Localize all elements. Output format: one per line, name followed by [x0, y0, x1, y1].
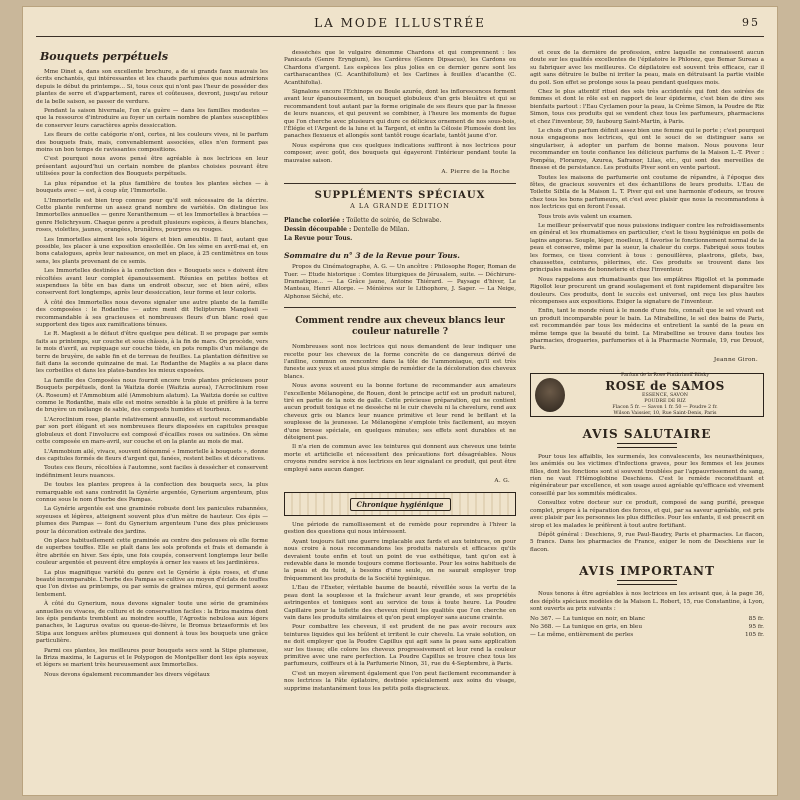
page-header [22, 16, 778, 34]
price-label: No 367. — La tunique en noir, en blanc [530, 616, 646, 623]
paragraph: Nous devons également recommander les divers végétaux [44, 671, 210, 678]
price-value: 85 fr. [748, 616, 764, 623]
column-3 [530, 50, 764, 786]
advertisement-rose-de-samos [530, 373, 764, 417]
paragraph: À côté des Immortelles nous devons signaler une autre plante de la famille des composées : le Rodanthe — autre ment dit Helipterum Manglesii — recommandable à ses gracieuses et nombreuses fleurs d'un blanc rosé que supportent des tiges aux ramifications ténues. [36, 299, 268, 328]
paragraph: et ceux de la dernière de profession, entre laquelle ne connaissent aucun doute sur les qualités excellentes de l'épilatoire le Phlonez, que Bemar Sureau a su fabriquer avec les meilleures. Ce dépilatoire est souvent très efficace, car il agit sans détruire le bulbe ni irriter la peau, mais en détruisant la partie visible du poil. Son effet se prolonge sous la peau pendant quelques mois. [530, 50, 764, 86]
price-row [530, 631, 764, 639]
paragraph: C'est pourquoi nous avons pensé être agréable à nos lectrices en leur présentant aujourd'hui un certain nombre de plantes choisies pouvant être utilisées pour la confection des Bouquets perpétuels. [36, 156, 268, 178]
supplements-title: SUPPLÉMENTS SPÉCIAUX [314, 190, 486, 202]
paragraph: Nombreuses sont nos lectrices qui nous demandent de leur indiquer une recette pour les cheveux de la forme concrète de ce dangereux dérivé de l'aniline, commun on rencontre dans la tôle de l'ammoniaque, qu'il est très funeste aux yeux et aussi plus simple de remédier de la décoloration des cheveux blancs. [284, 344, 516, 380]
paragraph: Tous trois avis valent un examen. [538, 213, 633, 220]
ad-line: Wilson Vaissier, 10, Rue Saint-Denis, Paris [613, 410, 717, 416]
page-number: 95 [742, 16, 760, 29]
paragraph: Nous rappelons aux rhumatisants que les emplâtres Rigollot et la pommade Rigollot leur procurent un grand soulagement et font rapidement disparaître les douleurs. Ces produits, dont le succès est universel, ont reçu les plus hautes récompenses aux expositions. Exiger la signature de l'inventeur. [530, 276, 764, 305]
paragraph: L'Ammobium ailé, vivace, souvent dénommé « Immortelle à bouquets », donne des capitules formés de fleurs d'argent qui, fanées, restent belles et décoratives. [36, 448, 268, 462]
magazine-title: LA MODE ILLUSTRÉE [314, 16, 486, 30]
ad-brand: ROSE de SAMOS [605, 378, 725, 393]
supplement-item [284, 225, 516, 234]
paragraph: Pour tous les affaiblis, les surmenés, les convalescents, les neurasthéniques, les anémiés ou les victimes d'infections graves, pour les femmes et les jeunes filles, dont les fonctions sont si souvent troublées par l'appauvrissement du sang, rien ne vaut l'Hémoglobine Deschiens. C'est le remède reconstituant et régénérateur par excellence, et son usage aussi agréable qu'efficace est vivement conseillé par les sommités médicales. [530, 453, 764, 497]
ad-line: Flacon 5 fr. — Savon 1 fr. 50 — Poudre 2 fr. [612, 404, 718, 410]
paragraph: De toutes les plantes propres à la confection des bouquets secs, la plus remarquable est sans contredit la Gynérie argentée, Gynerium argenteum, plus connue sous le nom d'herbe des Pampas. [36, 482, 268, 503]
paragraph: Pendant la saison hivernale, l'on n'a guère — dans les familles modestes — que la ressource d'introduire au foyer un certain nombre de plantes susceptibles de conserver leurs caractères après dessiccation. [36, 108, 268, 129]
paragraph: Signalons encore l'Echinops ou Boule azurée, dont les inflorescences forment avant leur épanouissement, un bouquet globuleux d'un gris bleuâtre et qui se recommandent tout autant par la forme originale de ses fleurs que par la finesse de leurs nuances, et qui peuvent se combiner, à l'heure les moments de fugue que l'on cherche avec plusieurs qui dure ce délicieux ornement de nos sous-bois, l'Élégie et l'Argent de la lune et la Targent, et enfin la Célosie Plumosée dont les panaches flexueux et allongés sont tantôt rouge écarlate, tantôt jaune d'or. [284, 89, 516, 140]
paragraph: La famille des Composées nous fournit encore trois plantes précieuses pour Bouquets perpétuels, dont la Waitzia dorée (Waitzia aurea), l'Acroclinium rose (A. Roseum) et l'Ammobium ailé (Ammobium alatum). La Waitzia dorée se cultive comme le Rodanthe, mais elle est moins sensible à la pluie et préfère à la terre de bruyère un mélange de sable, des composts humides et tourbeux. [36, 377, 268, 414]
price-label: No 368. — La tunique en gris, en bleu [530, 624, 643, 631]
paragraph: Mme Dinet a, dans son excellente brochure, a de si grands faux mauvais les écrits enchantés, qui intéressantes et les chauds parfumées que nous admirions depuis le début du printemps... Si, tous ceux qui n'ont pas l'heur de posséder des plantes de serre et d'appartement, rares et coûteuses, devront, jusqu'au retour de la belle saison, se passer de verdure. [36, 69, 268, 105]
supplement-value: Toilette de soirée, de Schwabe. [344, 217, 442, 225]
price-row [530, 623, 764, 631]
divider [284, 183, 516, 184]
paragraph: La plus magnifique variété du genre est le Gynérie à épis roses, et d'une beauté incomparable. L'herbe des Pampas se cultive au moyen d'éclats de touffes que l'on divise au printemps, ou par semis de graines mûres, qui germent assez lentement. [36, 569, 268, 598]
paragraph: Pour combattre les cheveux, il est prudent de ne pas avoir recours aux teintures liquides qui les brûlent et irritent le cuir chevelu. La vraie solution, on ne doit employer que la Poudre Capillus qui agit sans la peau sans application sur les tissus; elle colore les cheveux progressivement et leur rend la couleur primitive avec une rare perfection. La Poudre Capillus se trouve chez tous les parfumeurs, coiffeurs et à la Parfumerie Ninon, 31, rue du 4-Septembre, à Paris. [284, 624, 516, 668]
paragraph: À côté du Gynerium, nous devons signaler toute une série de graminées annuelles ou vivaces, de culture et de conservation faciles : la Briza maxima dont les épis pendants tremblent au moindre souffle, l'Agrostis nebulosa aux légers panaches, le Lagurus ovatus ou queue-de-lièvre, le Bromus brizaeformis et les Stipa aux longues arêtes plumeuses qui donnent à tous les bouquets une grâce particulière. [36, 601, 268, 645]
paragraph: Toutes ces fleurs, récoltées à l'automne, sont faciles à dessécher et conservent indéfiniment leurs nuances. [36, 465, 268, 479]
avis-important-title: AVIS IMPORTANT [579, 564, 715, 579]
chronique-body-continued [530, 50, 764, 353]
paragraph: La Gynérie argentée est une graminée robuste dont les panicules rubannées, soyeuses et légères, atteignent souvent plus d'un mètre de hauteur. Ces épis — plumes des Pampas — font du Gynerium argenteum l'une des plus précieuses pour la décoration estivale des jardins. [36, 506, 268, 535]
paragraph: Les Immortelles destinées à la confection des « Bouquets secs » doivent être récoltées avant leur complet épanouissement. Réunies en petites bottes et suspendues la tête en bas dans un endroit obscur, sec et bien aéré, elles conservent fort longtemps, après leur dessiccation, leur forme et leur coloris. [36, 268, 268, 297]
paragraph: La plus répandue et la plus familière de toutes les plantes sèches — à bouquets avec — est, à coup sûr, l'Immortelle. [36, 180, 268, 195]
paragraph: Les Immortelles aiment les sols légers et bien ameublis. Il faut, autant que possible, les placer à une exposition ensoleillée. On les sème en avril-mai et, en bons catalogues, après leur naissance, on met en place, à 25 centimètres en tous sens, les plants provenant de ce semis. [36, 236, 268, 265]
author-signature-jeanne: Jeanne Giron. [713, 356, 758, 363]
paragraph: Une période de ramollissement et de remède pour reprendre à l'hiver la gestion des questions qui nous intéressent. [284, 522, 516, 536]
title-underline [617, 580, 677, 585]
paragraph: On place habituellement cette graminée au centre des pelouses où elle forme de superbes touffes. Elle se plaît dans les sols profonds et frais et demande à être abritée en hiver. Ses épis, une fois coupés, conservent longtemps leur belle couleur argentée et peuvent être employés à orner les vases et les jardinières. [36, 537, 268, 567]
paragraph: Le meilleur préservatif que nous puissions indiquer contre les refroidissements en général et les rhumatismes en particulier, c'est le tissu hygiénique en poils de lapins angoras. Souple, léger, moelleux, il favorise le fonctionnement normal de la peau et conserve, même par la sueur, la chaleur du corps. Fabriqué sous toutes les formes, ce tissu convient à tous : genouillères, plastrons, gilets, bas, chaussettes, ceintures, pèlerines, etc. Ces produits se trouvent dans les principales maisons de bonneterie et chez l'inventeur. [530, 222, 764, 274]
supplement-item [284, 216, 516, 225]
paragraph: L'Acroclinium rose, plante relativement annuelle, est surtout recommandable par son port élégant et ses nombreuses fleurs disposées en capitules presque globuleux et dont l'involucre est composé d'écailles roses ou satinées. On sème cette composée en mars-avril, sur couche et on la plante au mois de mai. [36, 416, 268, 446]
avis-important-body: Nous tenons à être agréables à nos lectrices en les avisant que, à la page 36, des dépôts spéciaux modèles de la Maison L. Robert, 15, rue Constantine, à Lyon, sont ouverts au prix suivants : [530, 591, 764, 612]
sommaire-text: Propos du Cinématographe, A. G. — Un ancêtre : Philosophe Roger, Roman de Tuer. — Etude historique : Comtes liturgiques de Jérusalem, suite. — Déchirure-Dramatique... — La Grâce jaune, Antoine Thiérard. — Paysage d'hiver, Le Manteau, Henri Allorge. — Ménières sur le Lithophore, J. Sager. — La Neige, Alphonse Séché, etc. [284, 264, 516, 300]
supplement-key: La Revue pour Tous. [284, 235, 353, 243]
avis-salutaire-title: AVIS SALUTAIRE [582, 426, 712, 441]
column-1 [36, 50, 268, 786]
paragraph: C'est un moyen sûrement également que l'on peut facilement recommander à nos lectrices la Pâte épilatoire, destinée spécialement aux soins du visage, supprime instantanément tous les petits poils disgracieux. [284, 670, 516, 692]
article-body [36, 69, 268, 679]
author-signature-ag: A. G. [494, 478, 510, 485]
chronique-body [284, 522, 516, 693]
ad-line: ESSENCE, SAVON [642, 392, 688, 398]
supplements-subtitle: A LA GRANDE ÉDITION [350, 202, 450, 211]
ad-line: Parfum de la Rose Pinthrinoff Bilsky [620, 372, 710, 378]
price-value: 105 fr. [744, 632, 764, 639]
paragraph: Le choix d'un parfum définit assez bien une femme qui le porte ; c'est pourquoi nous engageons nos lectrices, qui ont le souci de se distinguer sans se singulariser, à adopter un parfum de bonne maison. Nous pouvons leur recommander en toute confiance les délicieux parfums de la Maison L.-T. Piver : Pompéia, Floramye, Azurea, Safranor, Lilas, etc., qui sont des merveilles de finesse et de persistance. Les produits Piver sont en vente partout. [530, 128, 764, 172]
paragraph: Consultez votre docteur sur ce produit, composé de sang purifié, presque complet, propre à la réparation des forces, et qui, par sa saveur agréable, est pris avec plaisir par les personnes les plus difficiles. Pour les enfants, il est prescrit en sirop et les malades le préfèrent à tout autre fortifiant. [530, 500, 764, 529]
article-title-bouquets: Bouquets perpétuels [40, 50, 169, 63]
paragraph: Ayant toujours fait une guerre implacable aux fards et aux teintures, on pour nous croire à nous recommandons les produits naturels et efficaces qu'ils devraient toute enfin et tout un point de vue esthétique, tant qu'on est à redevable dans le monde toujours comme florissante. Pour les soins habituels de la peau et du teint, à besoins d'une seule, on ne saurait employer trop fréquemment les produits de la Société hygiénique. [284, 538, 516, 582]
paragraph: Dépôt général : Deschiens, 9, rue Paul-Baudry, Paris et pharmacies. Le flacon, 5 francs. Dans les pharmacies de France, exiger le nom de Deschiens sur le flacon. [530, 531, 764, 553]
paragraph: Nous espérons que ces quelques indications suffiront à nos lectrices pour composer, avec goût, des bouquets qui égayeront l'intérieur pendant toute la mauvaise saison. [284, 142, 516, 164]
price-row [530, 615, 764, 623]
magazine-page [22, 6, 778, 796]
chronique-label: Chronique hygiénique [350, 498, 451, 511]
article-body-cheveux [284, 344, 516, 474]
header-rule [36, 36, 764, 37]
supplement-key: Dessin découpable : [284, 226, 352, 234]
paragraph: Les fleurs de cette catégorie n'ont, certes, ni les couleurs vives, ni le parfum des bouquets frais, mais, convenablement associées, elles n'en forment pas moins un bon temps de ravissantes compositions. [36, 132, 268, 154]
ad-line: POUDRE DE RIZ [644, 398, 686, 404]
price-value: 95 fr. [748, 624, 764, 631]
sommaire-title: Sommaire du n° 3 de la Revue pour Tous. [284, 251, 460, 261]
paragraph: L'Eau de l'Exeter, véritable baume de beauté, réveillée sous la vertu de la peau dont la souplesse et la fraîcheur avant leur grande, et ses propriétés astringentes et toniques sont au service de tous à toute heure. La Poudre Capillaire pour la toilette des cheveux réunit les qualités que l'on cherche en vain dans les produits similaires et qu'on peut employer sans aucune crainte. [284, 585, 516, 621]
price-label: — Le même, entièrement de perles [530, 632, 634, 639]
avis-salutaire-body [530, 454, 764, 554]
paragraph: Le R. Maglesii a le défaut d'être quelque peu délicat. Il se propage par semis faits au printemps, sur couche et sous châssis, à la fin de mars. On procède, vers le mois d'avril, au repiquage sur couche tiède, en pots remplis d'un mélange de terre de bruyère, de sable fin et de terreau de feuilles. La plantation définitive se fait dans la seconde quinzaine de mai. Le Rodanthe de Maglès a sa place dans les corbeilles et dans les plates-bandes les mieux exposées. [36, 331, 268, 375]
supplement-value: Dentelle de Milan. [351, 226, 410, 234]
paragraph: Il n'a rien de commun avec les teintures qui donnent aux cheveux une teinte morte et artificielle et nécessitent des précautions fort désagréables. Nous croyons rendre service à nos lectrices en leur signalant ce produit, qui peut être employé sans aucun danger. [284, 444, 516, 473]
paragraph: Nous avons souvent eu la bonne fortune de recommander aux amateurs l'excellente Mélanogène, de Rouen, dont le principe actif est un produit naturel, tiré en partie de la noix de galle. Cette précieuse préparation, qui ne contient aucun produit toxique et ne dessèche ni le cuir chevelu ni la chevelure, rend aux cheveux gris ou blancs leur nuance primitive et leur rend le brillant et la souplesse de la jeunesse. Le Mélanogène s'emploie très facilement, au moyen d'une brosse spéciale, en quelques minutes; ses effets sont durables et ne déteignent pas. [284, 383, 516, 441]
portrait-illustration [535, 378, 565, 412]
column-2 [284, 50, 516, 786]
title-underline [617, 443, 677, 448]
article-title-cheveux: Comment rendre aux cheveux blancs leur couleur naturelle ? [295, 316, 505, 338]
paragraph: Enfin, tant le monde réuni à le monde d'une fois, connaît que le sel vivant est un produit incomparable pour le bain. La Mirabelline, le sel des bains de Paris, est recommandée par tous les médecins et entretient la santé de la peau en même temps que la beauté du teint. La Mirabelline se trouve dans toutes les pharmacies, drogueries, parfumeries et à la Pharmacie Normale, 19, rue Drouot, Paris. [530, 308, 764, 352]
paragraph: Parmi ces plantes, les meilleures pour bouquets secs sont la Stipe plumeuse, la Briza maxima, le Lagurus et le Polypogon de Montpellier dont les épis soyeux et légers se marient très heureusement aux Immortelles. [36, 647, 268, 669]
paragraph: desséchés que le vulgaire dénomme Chardons et qui comprennent : les Panicauts (Genre Eryngium), les Cardères (Genre Dipsacus), les Cardons ou Chardons d'argent. Les espèces les plus jolies en ce dernier genre sont les cartharacanthes (C. Acanthifolium) et les Carlines à feuilles d'acanthe (C. Acanthifolia). [284, 50, 516, 86]
paragraph: L'Immortelle est bien trop connue pour qu'il soit nécessaire de la décrire. Cette plante renferme un assez grand nombre de variétés. On distingue les Immortelles annuelles — genre Xeranthemum — et les Immortelles à bractées — genre Helichrysum. Chaque genre a produit plusieurs espèces, à fleurs blanches, roses, violettes, jaunes, orangées, brunâtres, pourpres ou rouges. [36, 197, 268, 234]
author-signature: A. Pierre de la Roche [441, 169, 510, 176]
supplement-key: Planche coloriée : [284, 217, 345, 225]
supplements-list [284, 216, 516, 243]
article-body-continued [284, 50, 516, 165]
chronique-banner [284, 492, 516, 516]
divider [284, 307, 516, 308]
supplement-item [284, 234, 516, 243]
paragraph: Chez le plus attentif rituel des sols très accidentés qui font des soirées de femmes et dont le rôle est en rapport de leur épiderme, c'est bien de dire ses bienfaits partout : l'Eau Cyclamen pour la peau, la Crème Simon, la Poudre de Riz Simon, tous ces produits qui se vendent chez tous les parfumeurs, pharmaciens et chez l'inventeur, 59, faubourg Saint-Martin, à Paris. [530, 89, 764, 125]
paragraph: Toutes les maisons de parfumerie ont coutume de répandre, à l'époque des fêtes, de gracieux souvenirs et des échantillons de leurs produits. L'Eau de Toilette Siblla de la Maison L. T. Piver qui est une harmonie d'odeurs, se trouve chez tous les bons parfumeurs, et c'est avec plaisir que nous la recommandons à nos lectrices qui en feront l'essai. [530, 174, 764, 211]
price-list [530, 615, 764, 639]
